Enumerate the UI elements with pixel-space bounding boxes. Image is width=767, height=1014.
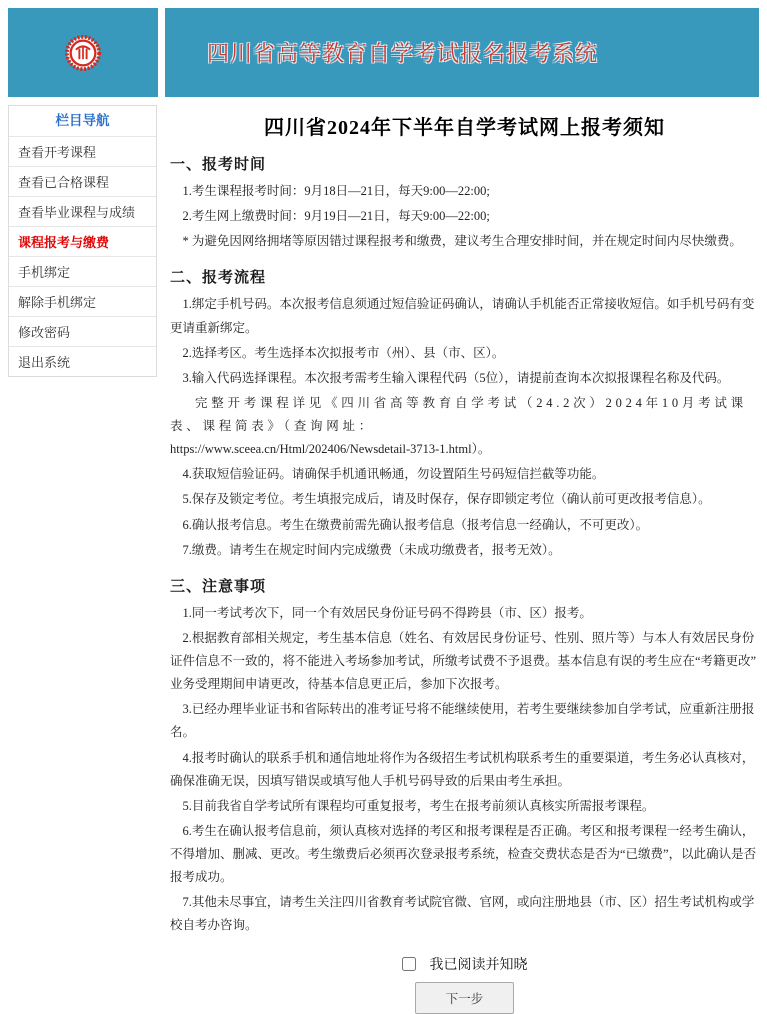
red-seal-icon [64, 34, 102, 72]
notice-paragraph: 1.同一考试考次下，同一个有效居民身份证号码不得跨县（市、区）报考。 [182, 605, 592, 620]
agree-checkbox[interactable] [402, 957, 416, 971]
notice-paragraph: https://www.sceea.cn/Html/202406/Newsdetail-3713-1.html）。 [170, 442, 491, 457]
sidebar-item[interactable]: 查看开考课程 [9, 136, 156, 166]
notice-paragraph: 2.根据教育部相关规定，考生基本信息（姓名、有效居民身份证号、性别、照片等）与本人有效居民身份证件信息不一致的，将不能进入考场参加考试，所缴考试费不予退费。基本信息有误的考生应在“考籍更改”业务受理期间申请更改，待基本信息更正后，参加下次报考。 [170, 630, 757, 692]
sidebar-item[interactable]: 修改密码 [9, 316, 156, 346]
app-header [8, 8, 759, 97]
notice-paragraph: 5.目前我省自学考试所有课程均可重复报考，考生在报考前须认真核实所需报考课程。 [182, 798, 655, 813]
notice-paragraph: 6.确认报考信息。考生在缴费前需先确认报考信息（报考信息一经确认，不可更改）。 [182, 517, 649, 532]
sidebar-item[interactable]: 手机绑定 [9, 256, 156, 286]
page-title: 四川省2024年下半年自学考试网上报考须知 [264, 117, 665, 139]
sidebar-item[interactable]: 解除手机绑定 [9, 286, 156, 316]
section-heading: 二、报考流程 [170, 269, 267, 287]
section-heading: 一、报考时间 [170, 156, 267, 173]
page [8, 8, 759, 1014]
sidebar-title: 栏目导航 [55, 113, 110, 128]
notice-paragraph: 3.已经办理毕业证书和省际转出的准考证号将不能继续使用，若考生要继续参加自学考试，应重新注册报名。 [170, 702, 755, 740]
notice-paragraph: * 为避免因网络拥堵等原因错过课程报考和缴费，建议考生合理安排时间，并在规定时间内尽快缴费。 [182, 234, 742, 249]
notice-paragraph: 7.缴费。请考生在规定时间内完成缴费（未成功缴费者，报考无效）。 [182, 542, 561, 557]
agree-row [170, 954, 759, 974]
sidebar-item-list [9, 136, 156, 376]
app-title: 四川省高等教育自学考试报名报考系统 [207, 41, 599, 66]
notice-sections [170, 153, 759, 938]
logo-panel [8, 8, 158, 97]
notice-paragraph: 3.输入代码选择课程。本次报考需考生输入课程代码（5位），请提前查询本次拟报课程名称及代码。 [182, 370, 730, 385]
notice-paragraph: 完整开考课程详见《四川省高等教育自学考试（24.2次）2024年10月考试课表、课程简表》（查询网址： [170, 395, 747, 433]
notice-paragraph: 2.选择考区。考生选择本次拟报考市（州）、县（市、区）。 [182, 345, 505, 360]
notice-paragraph: 1.考生课程报考时间：9月18日—21日，每天9:00—22:00; [182, 184, 490, 198]
sidebar-item[interactable]: 退出系统 [9, 346, 156, 376]
button-row [170, 982, 759, 1014]
notice-paragraph: 4.报考时确认的联系手机和通信地址将作为各级招生考试机构联系考生的重要渠道，考生务必认真核对，确保准确无误，因填写错误或填写他人手机号码导致的后果由考生承担。 [170, 750, 755, 788]
section-heading: 三、注意事项 [170, 577, 267, 595]
notice-paragraph: 7.其他未尽事宜，请考生关注四川省教育考试院官微、官网，或向注册地县（市、区）招生考试机构或学校自考办咨询。 [170, 895, 755, 933]
sidebar-nav [8, 105, 157, 377]
body-row [8, 105, 759, 1014]
notice-paragraph: 6.考生在确认报考信息前，须认真核对选择的考区和报考课程是否正确。考区和报考课程一经考生确认，不得增加、删减、更改。考生缴费后必须再次登录报考系统，检查交费状态是否为“已缴费”，以此确认是否报考成功。 [170, 823, 757, 885]
sidebar-item[interactable]: 查看毕业课程与成绩 [9, 196, 156, 226]
sidebar-item[interactable]: 查看已合格课程 [9, 166, 156, 196]
main-content [170, 105, 759, 1014]
notice-paragraph: 4.获取短信验证码。请确保手机通讯畅通，勿设置陌生号码短信拦截等功能。 [182, 467, 605, 482]
agree-label: 我已阅读并知晓 [429, 955, 528, 972]
notice-paragraph: 1.绑定手机号码。本次报考信息须通过短信验证码确认，请确认手机能否正常接收短信。如手机号码有变更请重新绑定。 [170, 297, 755, 335]
notice-paragraph: 5.保存及锁定考位。考生填报完成后，请及时保存，保存即锁定考位（确认前可更改报考信息）。 [182, 492, 711, 507]
sidebar-item[interactable]: 课程报考与缴费 [9, 226, 156, 256]
notice-paragraph: 2.考生网上缴费时间：9月19日—21日，每天9:00—22:00; [182, 209, 490, 224]
next-step-button[interactable]: 下一步 [415, 982, 515, 1014]
title-panel [165, 8, 759, 97]
